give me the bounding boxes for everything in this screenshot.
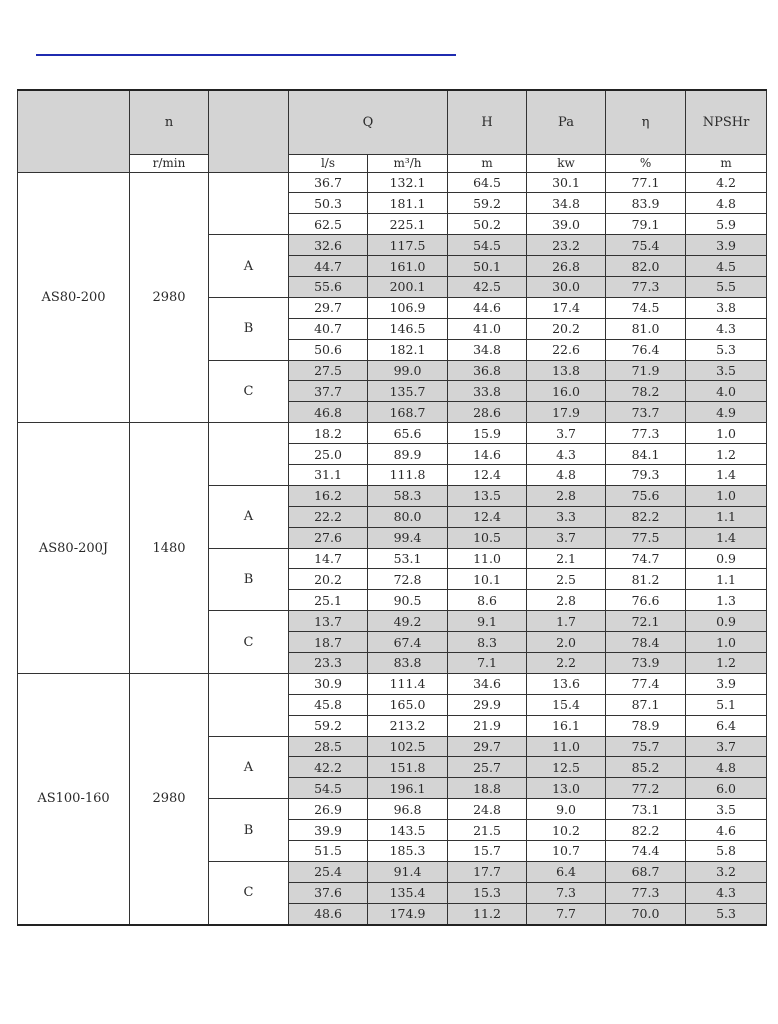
flow-ls-cell: 31.1: [289, 464, 368, 485]
flow-m3h-cell: 135.7: [368, 381, 448, 402]
unit-head: m: [448, 154, 527, 172]
efficiency-cell: 74.4: [606, 841, 686, 862]
head-cell: 14.6: [448, 444, 527, 465]
flow-m3h-cell: 111.4: [368, 673, 448, 694]
head-cell: 50.2: [448, 214, 527, 235]
head-cell: 21.5: [448, 820, 527, 841]
table-body: [18, 172, 767, 925]
npsh-cell: 4.3: [686, 882, 767, 903]
head-cell: 59.2: [448, 193, 527, 214]
power-cell: 6.4: [527, 861, 606, 882]
flow-m3h-cell: 143.5: [368, 820, 448, 841]
head-cell: 12.4: [448, 506, 527, 527]
flow-ls-cell: 14.7: [289, 548, 368, 569]
power-cell: 20.2: [527, 318, 606, 339]
table-row: [18, 172, 767, 193]
flow-m3h-cell: 96.8: [368, 799, 448, 820]
efficiency-cell: 76.4: [606, 339, 686, 360]
head-cell: 11.0: [448, 548, 527, 569]
flow-ls-cell: 39.9: [289, 820, 368, 841]
table-row: [18, 423, 767, 444]
power-cell: 16.1: [527, 715, 606, 736]
flow-m3h-cell: 146.5: [368, 318, 448, 339]
variant-cell: [209, 423, 289, 486]
npsh-cell: 5.5: [686, 276, 767, 297]
flow-m3h-cell: 117.5: [368, 235, 448, 256]
flow-ls-cell: 32.6: [289, 235, 368, 256]
flow-ls-cell: 40.7: [289, 318, 368, 339]
variant-cell: A: [209, 235, 289, 298]
head-cell: 41.0: [448, 318, 527, 339]
efficiency-cell: 79.1: [606, 214, 686, 235]
head-cell: 34.8: [448, 339, 527, 360]
flow-ls-cell: 48.6: [289, 903, 368, 924]
variant-cell: B: [209, 548, 289, 611]
efficiency-cell: 75.6: [606, 485, 686, 506]
flow-ls-cell: 25.1: [289, 590, 368, 611]
power-cell: 13.6: [527, 673, 606, 694]
npsh-cell: 5.1: [686, 694, 767, 715]
flow-m3h-cell: 161.0: [368, 256, 448, 277]
head-cell: 54.5: [448, 235, 527, 256]
flow-m3h-cell: 181.1: [368, 193, 448, 214]
npsh-cell: 1.2: [686, 444, 767, 465]
flow-ls-cell: 50.3: [289, 193, 368, 214]
unit-flow-ls: l/s: [289, 154, 368, 172]
npsh-cell: 6.4: [686, 715, 767, 736]
head-cell: 64.5: [448, 172, 527, 193]
head-cell: 10.1: [448, 569, 527, 590]
power-cell: 3.7: [527, 423, 606, 444]
head-cell: 18.8: [448, 778, 527, 799]
head-cell: 21.9: [448, 715, 527, 736]
npsh-cell: 4.8: [686, 757, 767, 778]
head-cell: 11.2: [448, 903, 527, 924]
flow-m3h-cell: 90.5: [368, 590, 448, 611]
npsh-cell: 5.9: [686, 214, 767, 235]
flow-m3h-cell: 111.8: [368, 464, 448, 485]
flow-m3h-cell: 165.0: [368, 694, 448, 715]
flow-ls-cell: 22.2: [289, 506, 368, 527]
efficiency-cell: 73.7: [606, 402, 686, 423]
flow-m3h-cell: 174.9: [368, 903, 448, 924]
header-efficiency: η: [606, 90, 686, 154]
header-npsh: NPSHr: [686, 90, 767, 154]
flow-ls-cell: 27.5: [289, 360, 368, 381]
model-cell: AS80-200: [18, 172, 130, 423]
power-cell: 34.8: [527, 193, 606, 214]
flow-ls-cell: 25.0: [289, 444, 368, 465]
npsh-cell: 4.6: [686, 820, 767, 841]
table-row: [18, 673, 767, 694]
flow-m3h-cell: 196.1: [368, 778, 448, 799]
unit-rpm: r/min: [130, 154, 209, 172]
flow-m3h-cell: 151.8: [368, 757, 448, 778]
flow-m3h-cell: 72.8: [368, 569, 448, 590]
efficiency-cell: 85.2: [606, 757, 686, 778]
flow-m3h-cell: 65.6: [368, 423, 448, 444]
variant-cell: A: [209, 736, 289, 799]
header-model: [18, 90, 130, 172]
power-cell: 39.0: [527, 214, 606, 235]
power-cell: 3.3: [527, 506, 606, 527]
npsh-cell: 3.5: [686, 799, 767, 820]
npsh-cell: 5.3: [686, 903, 767, 924]
power-cell: 15.4: [527, 694, 606, 715]
head-cell: 36.8: [448, 360, 527, 381]
flow-m3h-cell: 168.7: [368, 402, 448, 423]
head-cell: 42.5: [448, 276, 527, 297]
efficiency-cell: 73.1: [606, 799, 686, 820]
flow-m3h-cell: 132.1: [368, 172, 448, 193]
flow-ls-cell: 45.8: [289, 694, 368, 715]
power-cell: 12.5: [527, 757, 606, 778]
rpm-cell: 2980: [130, 172, 209, 423]
flow-m3h-cell: 89.9: [368, 444, 448, 465]
npsh-cell: 3.9: [686, 673, 767, 694]
npsh-cell: 1.1: [686, 506, 767, 527]
npsh-cell: 4.0: [686, 381, 767, 402]
power-cell: 2.5: [527, 569, 606, 590]
efficiency-cell: 68.7: [606, 861, 686, 882]
flow-ls-cell: 36.7: [289, 172, 368, 193]
head-cell: 7.1: [448, 652, 527, 673]
head-cell: 13.5: [448, 485, 527, 506]
flow-ls-cell: 42.2: [289, 757, 368, 778]
head-cell: 29.7: [448, 736, 527, 757]
efficiency-cell: 77.5: [606, 527, 686, 548]
npsh-cell: 6.0: [686, 778, 767, 799]
npsh-cell: 1.3: [686, 590, 767, 611]
npsh-cell: 4.8: [686, 193, 767, 214]
rpm-cell: 1480: [130, 423, 209, 674]
npsh-cell: 0.9: [686, 611, 767, 632]
head-cell: 9.1: [448, 611, 527, 632]
variant-cell: [209, 673, 289, 736]
model-cell: AS80-200J: [18, 423, 130, 674]
npsh-cell: 0.9: [686, 548, 767, 569]
power-cell: 4.3: [527, 444, 606, 465]
flow-m3h-cell: 182.1: [368, 339, 448, 360]
flow-m3h-cell: 67.4: [368, 632, 448, 653]
flow-m3h-cell: 53.1: [368, 548, 448, 569]
header-flow: Q: [289, 90, 448, 154]
flow-ls-cell: 55.6: [289, 276, 368, 297]
efficiency-cell: 77.3: [606, 882, 686, 903]
efficiency-cell: 83.9: [606, 193, 686, 214]
power-cell: 1.7: [527, 611, 606, 632]
power-cell: 10.2: [527, 820, 606, 841]
npsh-cell: 5.8: [686, 841, 767, 862]
head-cell: 34.6: [448, 673, 527, 694]
flow-ls-cell: 30.9: [289, 673, 368, 694]
flow-ls-cell: 50.6: [289, 339, 368, 360]
efficiency-cell: 76.6: [606, 590, 686, 611]
flow-ls-cell: 18.7: [289, 632, 368, 653]
flow-m3h-cell: 49.2: [368, 611, 448, 632]
efficiency-cell: 73.9: [606, 652, 686, 673]
flow-ls-cell: 25.4: [289, 861, 368, 882]
npsh-cell: 1.1: [686, 569, 767, 590]
head-cell: 28.6: [448, 402, 527, 423]
head-cell: 12.4: [448, 464, 527, 485]
flow-m3h-cell: 135.4: [368, 882, 448, 903]
unit-npsh: m: [686, 154, 767, 172]
efficiency-cell: 82.2: [606, 820, 686, 841]
flow-ls-cell: 51.5: [289, 841, 368, 862]
npsh-cell: 3.7: [686, 736, 767, 757]
head-cell: 33.8: [448, 381, 527, 402]
flow-m3h-cell: 83.8: [368, 652, 448, 673]
npsh-cell: 5.3: [686, 339, 767, 360]
efficiency-cell: 75.4: [606, 235, 686, 256]
power-cell: 2.8: [527, 485, 606, 506]
npsh-cell: 3.8: [686, 297, 767, 318]
efficiency-cell: 77.3: [606, 423, 686, 444]
variant-cell: A: [209, 485, 289, 548]
efficiency-cell: 81.0: [606, 318, 686, 339]
flow-m3h-cell: 225.1: [368, 214, 448, 235]
head-cell: 17.7: [448, 861, 527, 882]
pump-performance-table: [17, 89, 767, 926]
flow-ls-cell: 13.7: [289, 611, 368, 632]
flow-ls-cell: 37.7: [289, 381, 368, 402]
power-cell: 7.7: [527, 903, 606, 924]
power-cell: 23.2: [527, 235, 606, 256]
flow-ls-cell: 44.7: [289, 256, 368, 277]
power-cell: 17.9: [527, 402, 606, 423]
efficiency-cell: 74.7: [606, 548, 686, 569]
power-cell: 30.1: [527, 172, 606, 193]
head-cell: 15.3: [448, 882, 527, 903]
header-power: Pa: [527, 90, 606, 154]
variant-cell: B: [209, 799, 289, 862]
efficiency-cell: 82.0: [606, 256, 686, 277]
power-cell: 11.0: [527, 736, 606, 757]
power-cell: 4.8: [527, 464, 606, 485]
rpm-cell: 2980: [130, 673, 209, 924]
flow-ls-cell: 59.2: [289, 715, 368, 736]
efficiency-cell: 87.1: [606, 694, 686, 715]
unit-efficiency: %: [606, 154, 686, 172]
head-cell: 29.9: [448, 694, 527, 715]
npsh-cell: 4.2: [686, 172, 767, 193]
header-rule: [36, 54, 456, 56]
npsh-cell: 1.0: [686, 423, 767, 444]
power-cell: 3.7: [527, 527, 606, 548]
efficiency-cell: 70.0: [606, 903, 686, 924]
efficiency-cell: 77.2: [606, 778, 686, 799]
efficiency-cell: 72.1: [606, 611, 686, 632]
power-cell: 10.7: [527, 841, 606, 862]
power-cell: 9.0: [527, 799, 606, 820]
power-cell: 17.4: [527, 297, 606, 318]
variant-cell: C: [209, 611, 289, 674]
flow-ls-cell: 18.2: [289, 423, 368, 444]
head-cell: 44.6: [448, 297, 527, 318]
power-cell: 22.6: [527, 339, 606, 360]
flow-ls-cell: 27.6: [289, 527, 368, 548]
flow-m3h-cell: 106.9: [368, 297, 448, 318]
efficiency-cell: 82.2: [606, 506, 686, 527]
power-cell: 26.8: [527, 256, 606, 277]
efficiency-cell: 78.9: [606, 715, 686, 736]
flow-m3h-cell: 99.0: [368, 360, 448, 381]
flow-m3h-cell: 185.3: [368, 841, 448, 862]
head-cell: 50.1: [448, 256, 527, 277]
flow-ls-cell: 20.2: [289, 569, 368, 590]
efficiency-cell: 79.3: [606, 464, 686, 485]
npsh-cell: 1.4: [686, 527, 767, 548]
head-cell: 24.8: [448, 799, 527, 820]
model-cell: AS100-160: [18, 673, 130, 924]
power-cell: 13.0: [527, 778, 606, 799]
flow-m3h-cell: 213.2: [368, 715, 448, 736]
head-cell: 10.5: [448, 527, 527, 548]
npsh-cell: 1.0: [686, 485, 767, 506]
flow-ls-cell: 28.5: [289, 736, 368, 757]
npsh-cell: 4.9: [686, 402, 767, 423]
flow-ls-cell: 23.3: [289, 652, 368, 673]
power-cell: 16.0: [527, 381, 606, 402]
header-head: H: [448, 90, 527, 154]
flow-m3h-cell: 99.4: [368, 527, 448, 548]
power-cell: 2.2: [527, 652, 606, 673]
npsh-cell: 3.9: [686, 235, 767, 256]
head-cell: 25.7: [448, 757, 527, 778]
power-cell: 2.1: [527, 548, 606, 569]
unit-power: kw: [527, 154, 606, 172]
efficiency-cell: 81.2: [606, 569, 686, 590]
efficiency-cell: 77.4: [606, 673, 686, 694]
efficiency-cell: 77.3: [606, 276, 686, 297]
flow-ls-cell: 46.8: [289, 402, 368, 423]
flow-ls-cell: 37.6: [289, 882, 368, 903]
npsh-cell: 1.0: [686, 632, 767, 653]
npsh-cell: 3.2: [686, 861, 767, 882]
efficiency-cell: 84.1: [606, 444, 686, 465]
head-cell: 15.7: [448, 841, 527, 862]
variant-cell: C: [209, 360, 289, 423]
flow-m3h-cell: 200.1: [368, 276, 448, 297]
flow-ls-cell: 26.9: [289, 799, 368, 820]
flow-m3h-cell: 80.0: [368, 506, 448, 527]
variant-cell: B: [209, 297, 289, 360]
npsh-cell: 1.2: [686, 652, 767, 673]
flow-m3h-cell: 58.3: [368, 485, 448, 506]
npsh-cell: 3.5: [686, 360, 767, 381]
header-rpm: n: [130, 90, 209, 154]
power-cell: 13.8: [527, 360, 606, 381]
variant-cell: [209, 172, 289, 235]
efficiency-cell: 75.7: [606, 736, 686, 757]
efficiency-cell: 71.9: [606, 360, 686, 381]
npsh-cell: 4.5: [686, 256, 767, 277]
variant-cell: C: [209, 861, 289, 924]
power-cell: 2.0: [527, 632, 606, 653]
efficiency-cell: 77.1: [606, 172, 686, 193]
flow-ls-cell: 29.7: [289, 297, 368, 318]
flow-m3h-cell: 91.4: [368, 861, 448, 882]
npsh-cell: 4.3: [686, 318, 767, 339]
flow-m3h-cell: 102.5: [368, 736, 448, 757]
flow-ls-cell: 16.2: [289, 485, 368, 506]
power-cell: 30.0: [527, 276, 606, 297]
efficiency-cell: 78.2: [606, 381, 686, 402]
power-cell: 7.3: [527, 882, 606, 903]
npsh-cell: 1.4: [686, 464, 767, 485]
flow-ls-cell: 62.5: [289, 214, 368, 235]
efficiency-cell: 74.5: [606, 297, 686, 318]
head-cell: 15.9: [448, 423, 527, 444]
head-cell: 8.3: [448, 632, 527, 653]
unit-flow-m3h: m³/h: [368, 154, 448, 172]
flow-ls-cell: 54.5: [289, 778, 368, 799]
efficiency-cell: 78.4: [606, 632, 686, 653]
power-cell: 2.8: [527, 590, 606, 611]
head-cell: 8.6: [448, 590, 527, 611]
header-variant: [209, 90, 289, 172]
